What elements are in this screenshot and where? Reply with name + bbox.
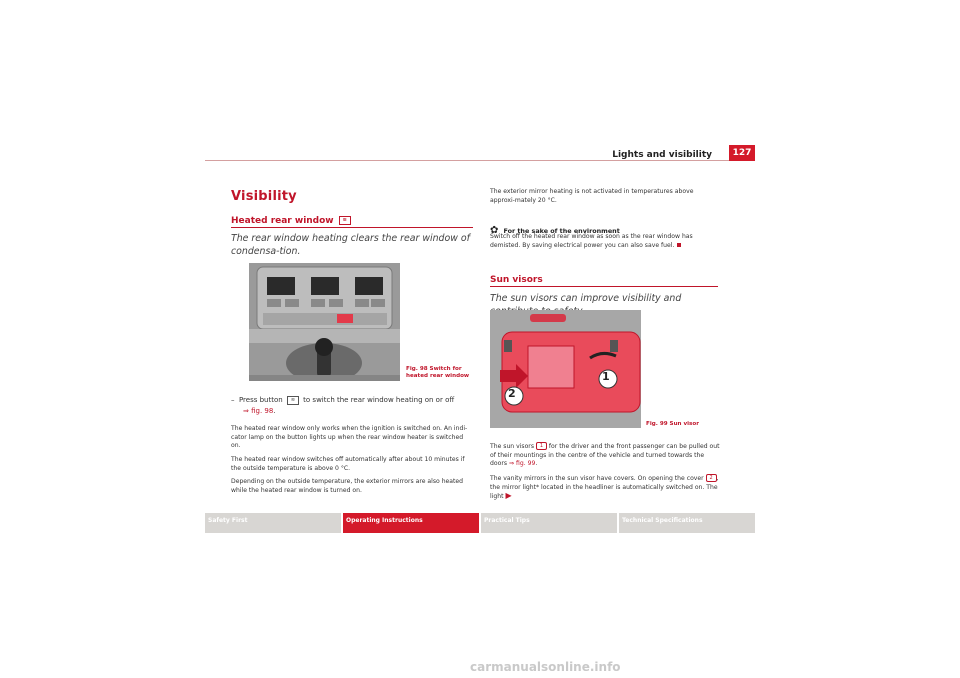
visors-heading-rule — [490, 286, 718, 287]
footer-tab-practical-tips[interactable]: Practical Tips — [481, 513, 617, 533]
fig-99-link[interactable]: ⇒ fig. 99 — [508, 460, 536, 468]
rear-window-icon: ≋ — [339, 216, 351, 225]
heated-heading-rule — [231, 227, 473, 228]
footer-tab-technical-specifications[interactable]: Technical Specifications — [619, 513, 755, 533]
visors-para-2 — [490, 474, 720, 502]
heated-step — [231, 395, 473, 417]
header-title: Lights and visibility — [612, 150, 712, 160]
visors-text-end: . — [535, 460, 538, 468]
climate-control-illustration — [249, 263, 400, 381]
visors-heading: Sun visors — [490, 275, 543, 285]
visors-text-a: The sun visors — [490, 443, 534, 450]
fig-98-link[interactable]: ⇒ fig. 98 — [243, 407, 274, 415]
footer-tab-operating-instructions[interactable]: Operating Instructions — [343, 513, 479, 533]
heated-para-2: The heated rear window switches off automatically after about 10 minutes if the outside temperature is above 0 °C. — [231, 456, 465, 472]
visors-para-1 — [490, 442, 720, 469]
step-text-a: Press button — [238, 396, 283, 404]
heated-para-3: Depending on the outside temperature, the exterior mirrors are also heated while the heated rear window is turned on. — [231, 478, 464, 494]
figure-99-caption: Fig. 99 Sun visor — [646, 421, 699, 427]
visors-text-b: for the driver and the front passenger can be pulled out of their mountings in the centre of the vehicle and turned towards the doors — [490, 443, 720, 468]
end-of-section-icon — [677, 243, 681, 247]
section-title: Visibility — [231, 189, 297, 204]
environment-icon: ✿ — [490, 225, 499, 236]
continue-arrow-icon: ▶ — [505, 491, 512, 501]
heated-heading-text: Heated rear window — [231, 216, 334, 226]
figure-98-caption: Fig. 98 Switch for heated rear window — [406, 366, 470, 379]
sun-visor-illustration — [490, 310, 641, 428]
footer-tab-safety-first[interactable]: Safety First — [205, 513, 341, 533]
step-text-b: to switch the rear window heating on or off — [303, 396, 455, 404]
rear-window-button-icon: ≋ — [287, 396, 299, 405]
visor-label-2: 2 — [508, 387, 516, 400]
heated-heading — [231, 216, 353, 226]
visors-lead: The sun visors can improve visibility and — [490, 293, 682, 304]
vanity-text-a: The vanity mirrors in the sun visor have covers. On opening the cover — [490, 475, 704, 482]
vanity-text-b: , the mirror light* located in the headliner is automatically switched on. The light — [490, 475, 719, 501]
callout-1-icon: 1 — [536, 442, 547, 450]
visor-label-1: 1 — [602, 370, 610, 383]
page-number: 127 — [729, 145, 755, 161]
mirror-heating-para: The exterior mirror heating is not activated in temperatures above approxi-mately 20 °C. — [490, 188, 694, 204]
environment-text-body: Switch off the heated rear window as soon as the rear window has demisted. By saving electrical power you can also save fuel. — [490, 233, 693, 249]
step-dash: – — [231, 396, 235, 404]
environment-text — [490, 233, 718, 250]
step-end: . — [273, 407, 276, 415]
environment-heading: For the sake of the environment — [503, 227, 620, 235]
callout-2-icon: 2 — [706, 474, 717, 482]
heated-para-1: The heated rear window only works when the ignition is switched on. An indi-cator lamp on the button lights up when the rear window heater is switched on. — [231, 425, 468, 450]
figure-98-image — [249, 263, 400, 381]
figure-99-image — [490, 310, 641, 428]
header-rule — [205, 160, 755, 161]
watermark: carmanualsonline.info — [470, 660, 621, 674]
heated-lead: The rear window heating clears the rear window of condensa-tion. — [231, 233, 470, 257]
